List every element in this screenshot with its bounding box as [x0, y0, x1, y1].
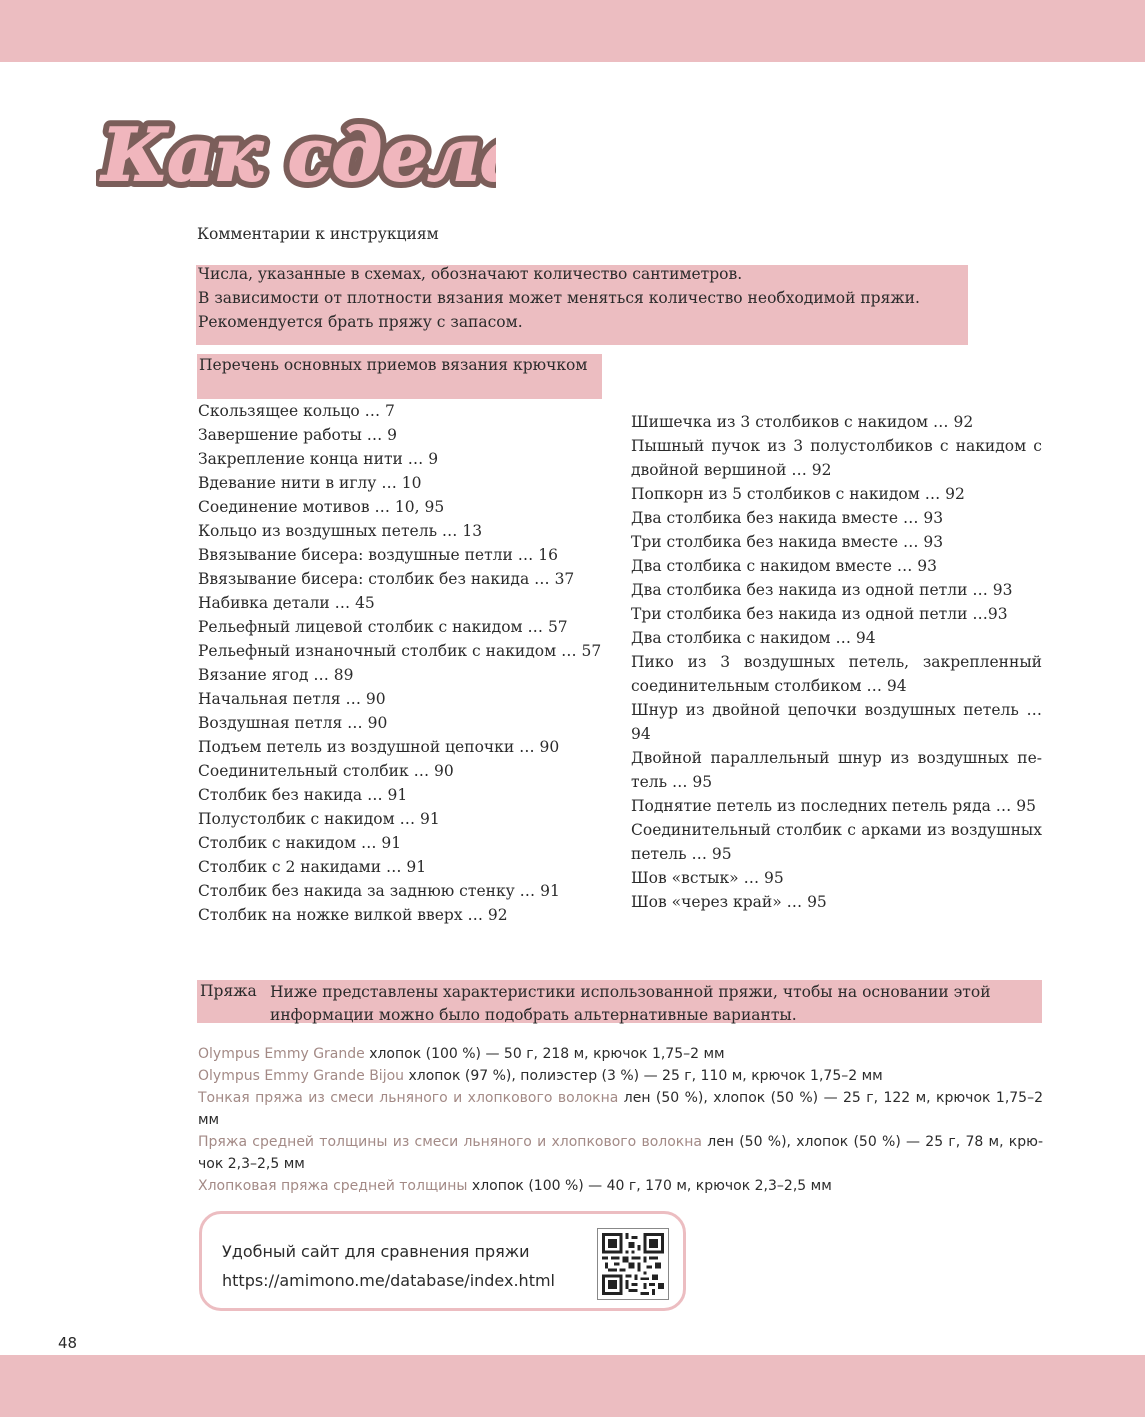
- svg-text:Как сделать: Как сдел: [102, 112, 481, 197]
- yarn-spec: лен (50 %), хлопок (50 %) — 25 г, 122 м, крючок 1,75–2 мм: [198, 1090, 1043, 1128]
- list-item: Вязание ягод … 89: [198, 666, 354, 684]
- yarn-name: Olympus Emmy Grande Bijou: [198, 1068, 405, 1084]
- yarn-item: [198, 1087, 1043, 1131]
- list-item: Набивка детали … 45: [198, 594, 375, 612]
- yarn-label: Пряжа: [200, 982, 257, 1000]
- yarn-name: Пряжа средней толщины из смеси льняного и хлопкового волокна: [198, 1134, 702, 1150]
- page-number: 48: [58, 1334, 78, 1352]
- list-item: Шов «встык» … 95: [631, 869, 784, 887]
- list-item: Шнур из двойной цепочки воздушных петель … 94: [631, 701, 1042, 743]
- svg-text:Как сделать: Как сдел: [102, 112, 481, 197]
- note-line: Числа, указанные в схемах, обозначают количество сантиметров.: [198, 265, 743, 283]
- list-item: Полустолбик с накидом … 91: [198, 810, 440, 828]
- yarn-description: Ниже представлены характеристики использованной пряжи, чтобы на основании этой информации можно было подобрать альтернативные варианты.: [270, 983, 991, 1024]
- list-item: Рельефный лицевой столбик с накидом … 57: [198, 618, 568, 636]
- yarn-spec: хлопок (97 %), полиэстер (3 %) — 25 г, 110 м, крючок 1,75–2 мм: [404, 1068, 883, 1084]
- note-line: В зависимости от плотности вязания может меняться количество необходимой пряжи.: [198, 289, 920, 307]
- list-item: Столбик с 2 накидами … 91: [198, 858, 427, 876]
- list-item: Рельефный изнаночный столбик с накидом … 57: [198, 642, 602, 660]
- yarn-item: [198, 1175, 1043, 1197]
- list-item: Соединительный столбик … 90: [198, 762, 454, 780]
- list-item: Шишечка из 3 столбиков с накидом … 92: [631, 413, 974, 431]
- techniques-list-right: [631, 410, 1042, 914]
- yarn-item: [198, 1065, 1043, 1087]
- list-item: Столбик без накида … 91: [198, 786, 408, 804]
- list-item: Столбик на ножке вилкой вверх … 92: [198, 906, 508, 924]
- site-description: Удобный сайт для сравнения пряжи: [222, 1242, 530, 1261]
- list-item: Скользящее кольцо … 7: [198, 402, 395, 420]
- list-item: Подъем петель из воздушной цепочки … 90: [198, 738, 560, 756]
- list-item: Начальная петля … 90: [198, 690, 386, 708]
- techniques-heading: [197, 354, 602, 399]
- list-item: Столбик с накидом … 91: [198, 834, 402, 852]
- yarn-name: Olympus Emmy Grande: [198, 1046, 365, 1062]
- subheading: Комментарии к инструкциям: [197, 225, 439, 243]
- yarn-spec: хлопок (100 %) — 50 г, 218 м, крючок 1,75–2 мм: [364, 1046, 725, 1062]
- yarn-heading: [197, 980, 1042, 1023]
- yarn-spec: хлопок (100 %) — 40 г, 170 м, крючок 2,3–2,5 мм: [467, 1178, 832, 1194]
- notes-box: [196, 265, 968, 345]
- top-band: [0, 0, 1145, 62]
- list-item: Два столбика без накида вместе … 93: [631, 509, 944, 527]
- list-item: Два столбика с накидом вместе … 93: [631, 557, 937, 575]
- yarn-name: Тонкая пряжа из смеси льняного и хлопкового волокна: [198, 1090, 619, 1106]
- list-item: Ввязывание бисера: столбик без накида … 37: [198, 570, 575, 588]
- bottom-band: [0, 1355, 1145, 1417]
- list-item: Завершение работы … 9: [198, 426, 398, 444]
- list-item: Двойной параллельный шнур из воздушных петель … 95: [631, 749, 1042, 791]
- techniques-list-left: [198, 399, 618, 927]
- list-item: Соединение мотивов … 10, 95: [198, 498, 445, 516]
- list-item: Три столбика без накида из одной петли …93: [631, 605, 1008, 623]
- list-item: Три столбика без накида вместе … 93: [631, 533, 944, 551]
- yarn-site-box: [199, 1211, 686, 1311]
- list-item: Столбик без накида за заднюю стенку … 91: [198, 882, 560, 900]
- yarn-spec: лен (50 %), хлопок (50 %) — 25 г, 78 м, крючок 2,3–2,5 мм: [198, 1134, 1043, 1172]
- list-item: Шов «через край» … 95: [631, 893, 827, 911]
- list-item: Два столбика без накида из одной петли … 93: [631, 581, 1013, 599]
- list-item: Попкорн из 5 столбиков с накидом … 92: [631, 485, 965, 503]
- list-item: Ввязывание бисера: воздушные петли … 16: [198, 546, 558, 564]
- list-item: Пико из 3 воздушных петель, закрепленный соединительным столбиком … 94: [631, 653, 1042, 695]
- yarn-item: [198, 1043, 1043, 1065]
- list-item: Два столбика с накидом … 94: [631, 629, 876, 647]
- list-item: Закрепление конца нити … 9: [198, 450, 439, 468]
- qr-code-icon[interactable]: [597, 1228, 669, 1300]
- page-title: [96, 82, 496, 212]
- list-item: Воздушная петля … 90: [198, 714, 388, 732]
- yarn-list: [198, 1043, 1043, 1197]
- list-item: Поднятие петель из последних петель ряда … 95: [631, 797, 1036, 815]
- list-item: Пышный пучок из 3 полустолбиков с накидом с двойной вершиной … 92: [631, 437, 1042, 479]
- site-url[interactable]: https://amimono.me/database/index.html: [222, 1271, 555, 1290]
- yarn-item: [198, 1131, 1043, 1175]
- list-item: Вдевание нити в иглу … 10: [198, 474, 422, 492]
- list-item: Соединительный столбик с арками из воздушных петель … 95: [631, 821, 1042, 863]
- techniques-heading-text: Перечень основных приемов вязания крючком: [199, 356, 588, 374]
- note-line: Рекомендуется брать пряжу с запасом.: [198, 313, 523, 331]
- list-item: Кольцо из воздушных петель … 13: [198, 522, 483, 540]
- yarn-name: Хлопковая пряжа средней толщины: [198, 1178, 468, 1194]
